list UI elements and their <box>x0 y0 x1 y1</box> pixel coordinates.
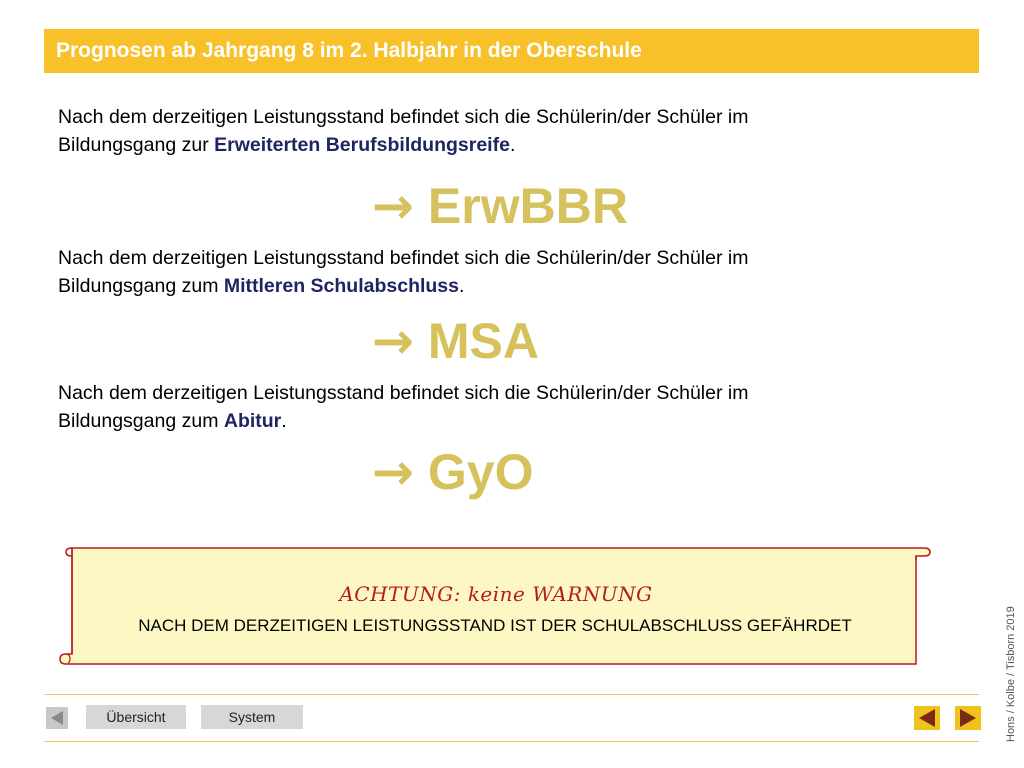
right-arrow-icon: → <box>372 443 414 501</box>
result-gyo <box>372 444 534 500</box>
prognosis-text-msa <box>58 244 898 300</box>
page-title: Prognosen ab Jahrgang 8 im 2. Halbjahr in der Oberschule <box>56 39 642 62</box>
system-button[interactable]: System <box>201 705 303 729</box>
prognosis-emphasis: Abitur <box>223 410 282 432</box>
title-bar <box>44 29 979 73</box>
prognosis-emphasis: Erweiterten Berufsbildungsreife <box>214 134 510 156</box>
prognosis-line-suffix: . <box>281 410 287 432</box>
right-arrow-icon: → <box>372 312 414 370</box>
prognosis-text-erwbbr <box>58 103 898 159</box>
prognosis-line-suffix: . <box>459 275 465 297</box>
next-slide-button[interactable] <box>955 706 981 730</box>
result-msa <box>372 313 539 369</box>
prognosis-text-gyo <box>58 379 898 435</box>
overview-button[interactable]: Übersicht <box>86 705 186 729</box>
prognosis-line: Nach dem derzeitigen Leistungsstand befindet sich die Schülerin/der Schüler im <box>58 247 749 269</box>
warning-scroll <box>58 542 934 670</box>
right-arrow-icon: → <box>372 177 414 235</box>
prognosis-emphasis: Mittleren Schulabschluss <box>223 275 460 297</box>
warning-title: ACHTUNG: keine WARNUNG <box>339 582 653 606</box>
triangle-right-icon <box>955 706 981 730</box>
prognosis-line-suffix: . <box>509 134 516 156</box>
triangle-left-icon <box>914 706 940 730</box>
author-credit: Hons / Kolbe / Tisborn 2019 <box>1005 606 1017 742</box>
prognosis-line-prefix: Bildungsgang zum <box>58 275 224 297</box>
prognosis-line: Nach dem derzeitigen Leistungsstand befindet sich die Schülerin/der Schüler im <box>58 106 749 128</box>
prognosis-line-prefix: Bildungsgang zum <box>58 410 224 432</box>
scroll-shape <box>58 542 934 670</box>
result-erwbbr <box>372 178 628 234</box>
footer-divider-bottom <box>44 741 979 742</box>
home-back-button[interactable] <box>46 707 68 729</box>
prognosis-line: Nach dem derzeitigen Leistungsstand befindet sich die Schülerin/der Schüler im <box>58 382 749 404</box>
prognosis-line-prefix: Bildungsgang zur <box>58 134 215 156</box>
footer-divider-top <box>44 694 979 695</box>
triangle-left-icon <box>46 707 68 729</box>
result-label: MSA <box>427 313 540 369</box>
result-label: ErwBBR <box>427 178 628 234</box>
result-label: GyO <box>427 444 534 500</box>
previous-slide-button[interactable] <box>914 706 940 730</box>
warning-text: NACH DEM DERZEITIGEN LEISTUNGSSTAND IST DER SCHULABSCHLUSS GEFÄHRDET <box>138 616 852 635</box>
